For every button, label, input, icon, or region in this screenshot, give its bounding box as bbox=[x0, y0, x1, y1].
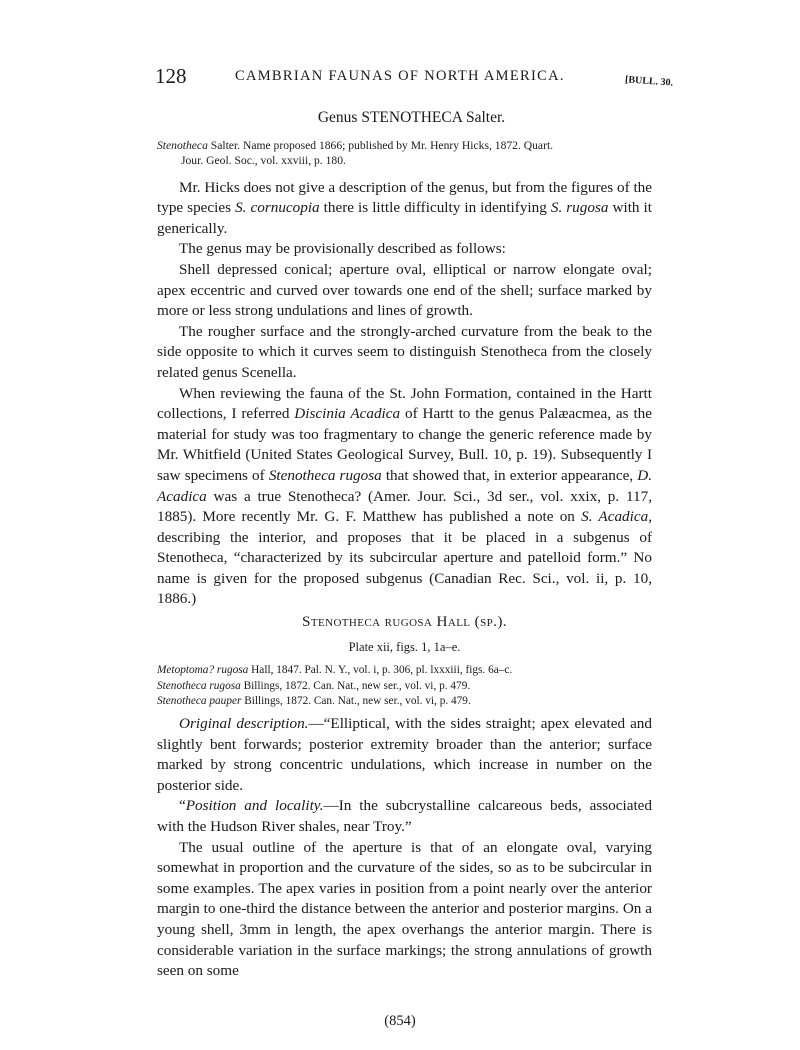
paragraph-7: “Position and locality.—In the subcrystalline calcareous beds, associated with the Hudson River shales, near Troy.” bbox=[157, 797, 652, 835]
paragraph-2: The genus may be provisionally described as follows: bbox=[179, 240, 506, 258]
genus-heading: Genus STENOTHECA Salter. bbox=[317, 109, 506, 126]
bulletin-mark: [BULL. 30. bbox=[624, 74, 674, 89]
plate-reference: Plate xii, figs. 1, 1a–e. bbox=[348, 639, 461, 654]
body-text bbox=[157, 108, 652, 982]
page-footer: (854) bbox=[384, 1013, 416, 1029]
species-synonymy bbox=[157, 663, 652, 710]
genus-synonymy: Stenotheca Salter. Name proposed 1866; published by Mr. Henry Hicks, 1872. Quart. Jour. Geol. Soc., vol. xxviii, p. 180. bbox=[157, 138, 554, 168]
paragraph-3: Shell depressed conical; aperture oval, elliptical or narrow elongate oval; apex eccentric and curved over towards one end of the shell; surface marked by more or less strong undulations and lines of growth. bbox=[157, 260, 652, 320]
paragraph-5: When reviewing the fauna of the St. John Formation, contained in the Hartt collections, I referred Discinia Acadica of Hartt to the genus Palæacmea, as the material for study was too fragmentary to change the generic reference made by Mr. Whitfield (United States Geological Survey, Bull. 10, p. 19). Subsequently I saw specimens of Stenotheca rugosa that showed that, in exterior appearance, D. Acadica was a true Stenotheca? (Amer. Jour. Sci., 3d ser., vol. xxix, p. 117, 1885). More recently Mr. G. F. Matthew has published a note on S. Acadica, describing the interior, and proposes that it be placed in a subgenus of Stenotheca, “characterized by its subcircular aperture and patelloid form.” No name is given for the proposed subgenus (Canadian Rec. Sci., vol. ii, p. 10, 1886.) bbox=[157, 384, 653, 608]
synonymy-entry: Stenotheca pauper Billings, 1872. Can. Nat., new ser., vol. vi, p. 479. bbox=[157, 695, 471, 708]
synonymy-entry: Metoptoma? rugosa Hall, 1847. Pal. N. Y., vol. i, p. 306, pl. lxxxiii, figs. 6a–c. bbox=[157, 664, 513, 677]
synonymy-taxon: Stenotheca bbox=[157, 138, 208, 152]
page-number: 128 bbox=[155, 64, 187, 88]
species-heading: Stenotheca rugosa Hall (sp.). bbox=[302, 613, 507, 631]
page-header bbox=[155, 64, 675, 94]
paragraph-4: The rougher surface and the strongly-arched curvature from the beak to the side opposite to which it curves seem to distinguish Stenotheca from the closely related genus Scenella. bbox=[157, 322, 652, 381]
paragraph-1: Mr. Hicks does not give a description of the genus, but from the figures of the type species S. cornucopia there is little difficulty in identifying S. rugosa with it generically. bbox=[157, 178, 652, 237]
running-title: CAMBRIAN FAUNAS OF NORTH AMERICA. bbox=[235, 68, 565, 84]
synonymy-entry: Stenotheca rugosa Billings, 1872. Can. Nat., new ser., vol. vi, p. 479. bbox=[157, 679, 471, 692]
paragraph-8: The usual outline of the aperture is that of an elongate oval, varying somewhat in proportion and the curvature of the sides, so as to be subcircular in some examples. The apex varies in position from a point nearly over the anterior margin to one-third the distance between the anterior and posterior margins. On a young shell, 3mm in length, the apex overhangs the anterior margin. There is considerable variation in the surface markings; the strong annulations of growth seen on some bbox=[157, 838, 652, 980]
paragraph-6: Original description.—“Elliptical, with the sides straight; apex elevated and slightly bent forwards; posterior extremity broader than the anterior; surface marked by strong concentric undulations, which increase in number on the posterior side. bbox=[157, 715, 652, 794]
